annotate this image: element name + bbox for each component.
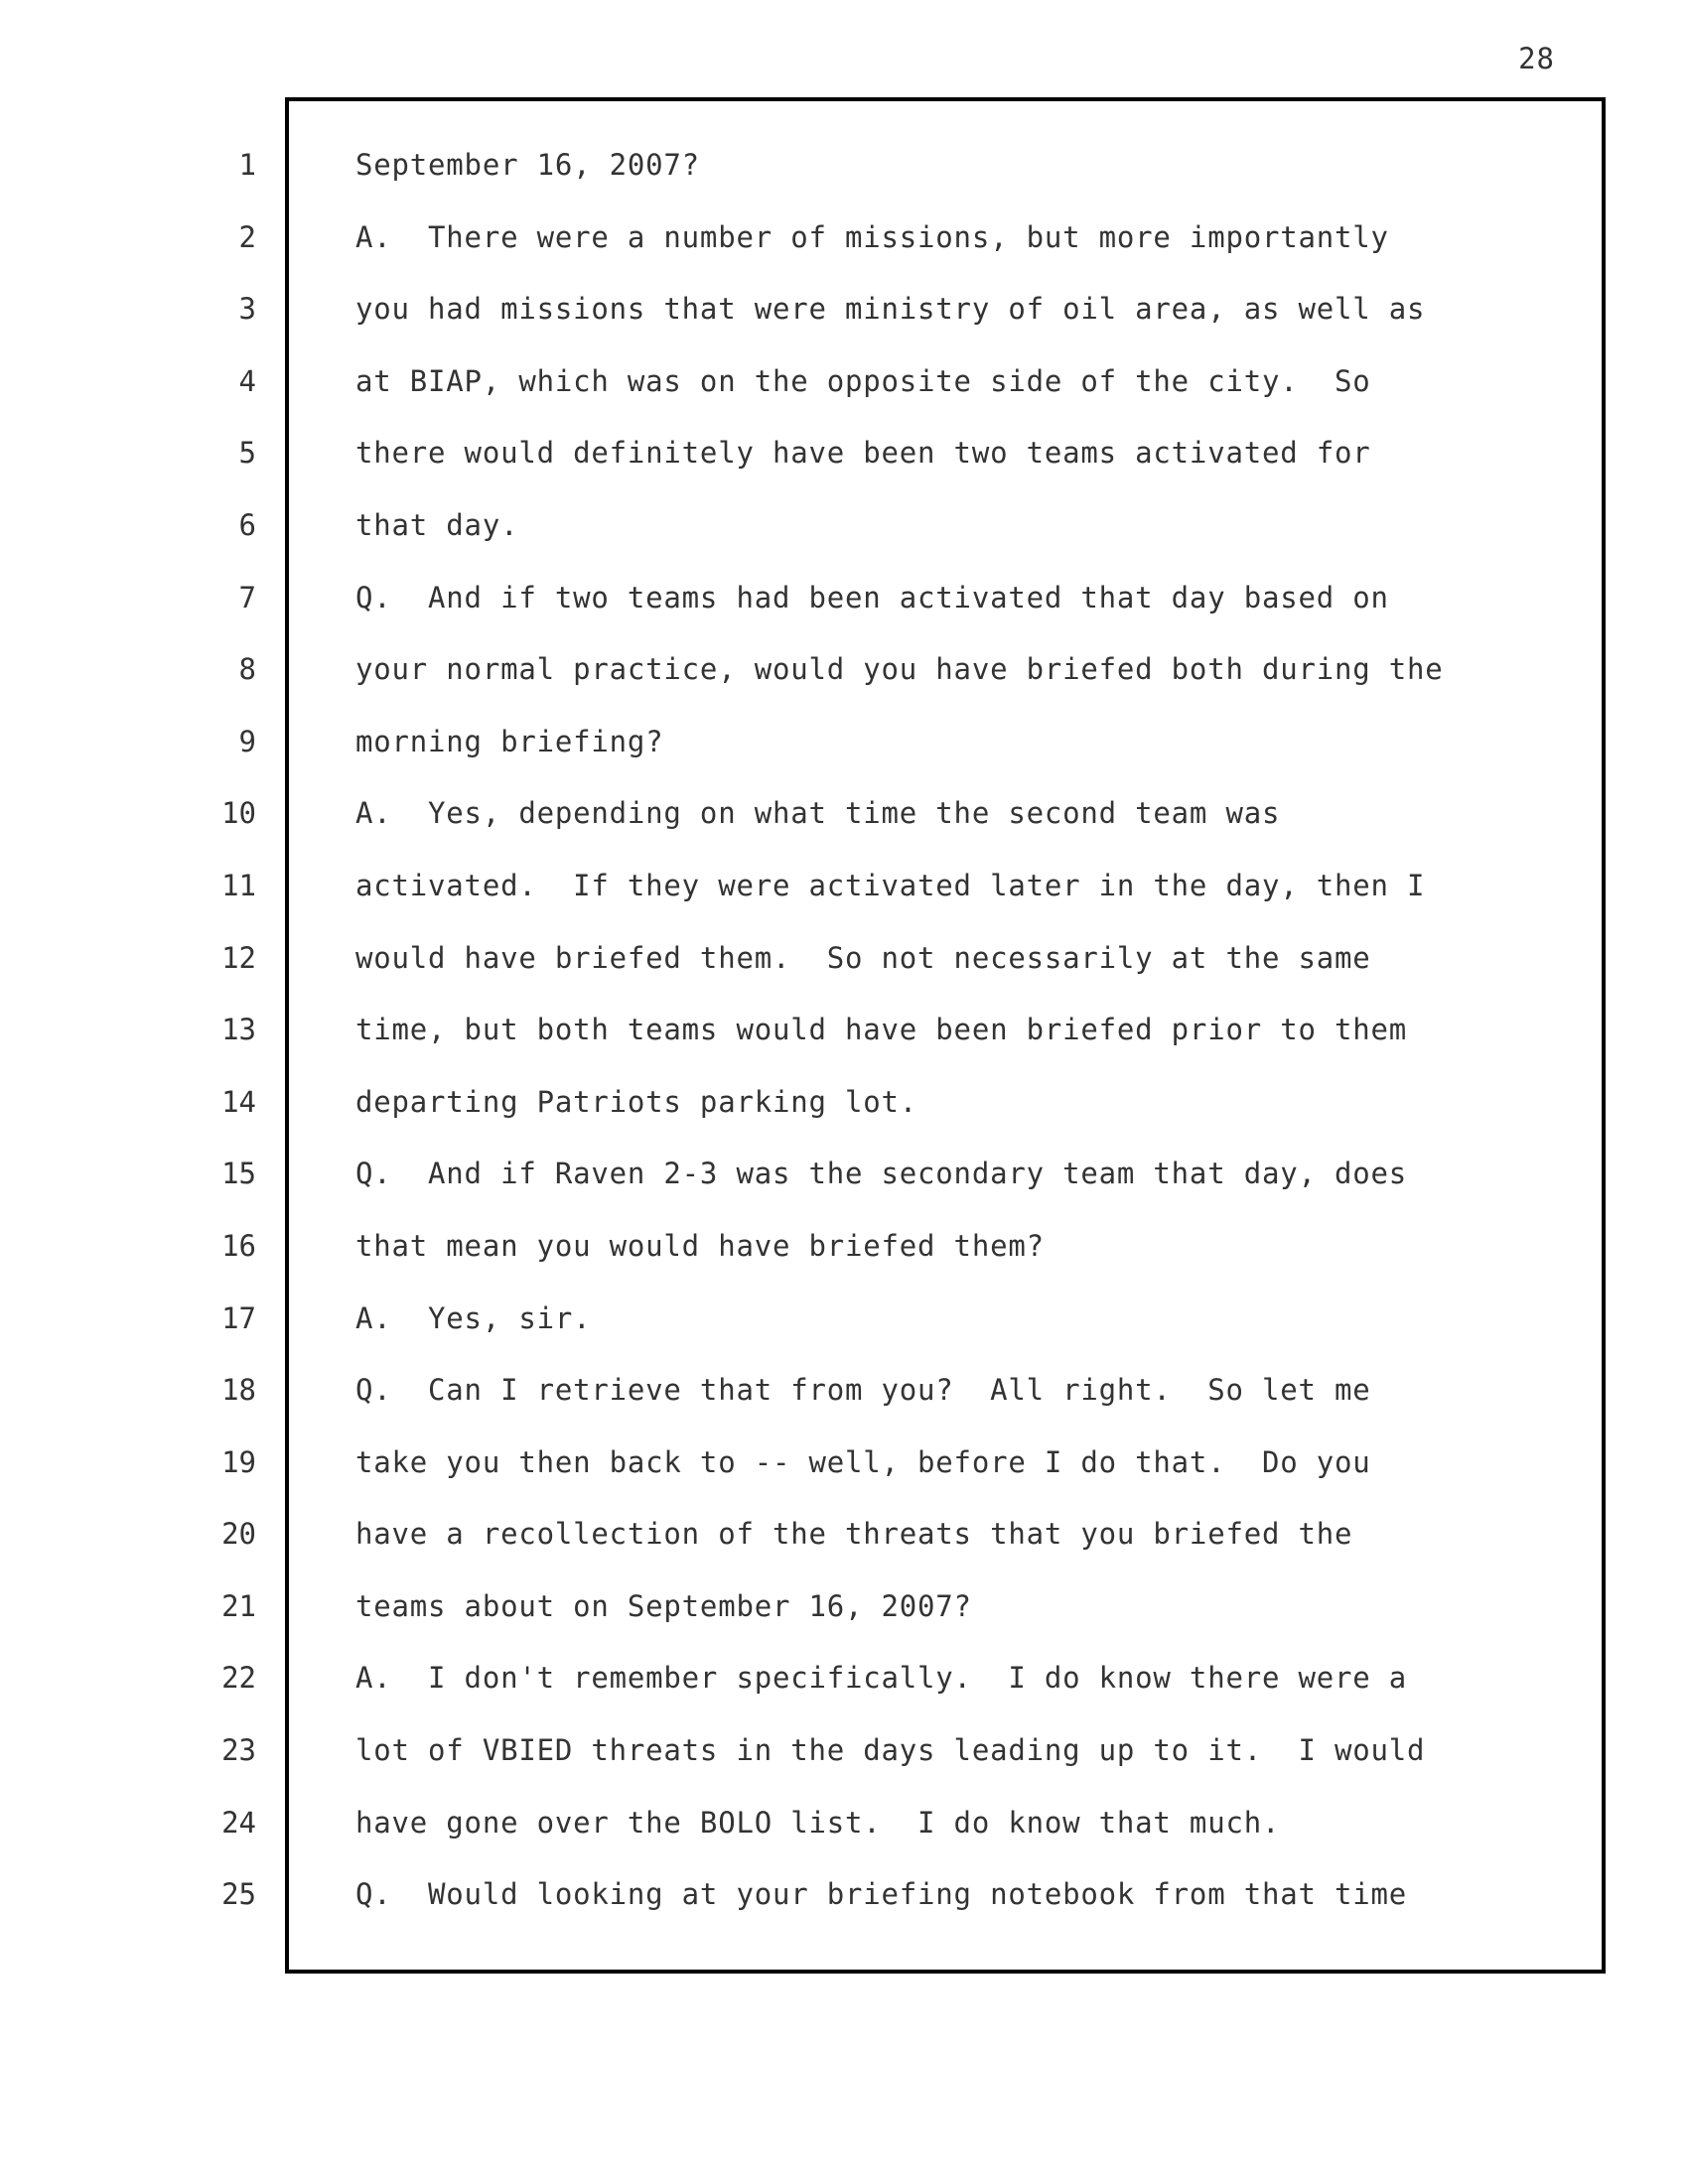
line-number: 13 [221, 1013, 256, 1047]
line-text: at BIAP, which was on the opposite side of the city. So [355, 363, 1371, 398]
line-number: 5 [238, 436, 256, 471]
transcript-line [0, 360, 1688, 433]
line-number: 19 [221, 1444, 256, 1479]
line-text: Q. And if two teams had been activated that day based on [355, 580, 1389, 614]
line-number: 22 [221, 1661, 256, 1696]
line-number: 15 [221, 1157, 256, 1191]
line-text: A. There were a number of missions, but more importantly [355, 219, 1389, 254]
line-text: that mean you would have briefed them? [355, 1228, 1045, 1263]
line-text: Q. And if Raven 2-3 was the secondary team that day, does [355, 1157, 1408, 1191]
transcript-line [0, 1873, 1688, 1946]
line-text: your normal practice, would you have briefed both during the [355, 652, 1444, 687]
transcript-line [0, 1081, 1688, 1154]
transcript-line [0, 1513, 1688, 1585]
line-text: take you then back to -- well, before I do that. Do you [355, 1444, 1371, 1479]
line-text: there would definitely have been two teams activated for [355, 436, 1371, 471]
line-text: would have briefed them. So not necessarily at the same [355, 940, 1371, 975]
transcript-line [0, 216, 1688, 289]
line-text: morning briefing? [355, 724, 664, 758]
line-number: 2 [238, 219, 256, 254]
line-text: that day. [355, 507, 519, 542]
line-text: have a recollection of the threats that you briefed the [355, 1517, 1353, 1552]
transcript-lines [0, 144, 1688, 1946]
line-text: Q. Can I retrieve that from you? All right. So let me [355, 1373, 1371, 1408]
line-text: have gone over the BOLO list. I do know that much. [355, 1805, 1281, 1840]
transcript-line [0, 577, 1688, 649]
line-text: activated. If they were activated later in the day, then I [355, 868, 1426, 902]
line-text: time, but both teams would have been briefed prior to them [355, 1013, 1408, 1047]
transcript-line [0, 288, 1688, 360]
line-number: 20 [221, 1517, 256, 1552]
page-number: 28 [1518, 42, 1555, 75]
transcript-line [0, 721, 1688, 793]
line-number: 23 [221, 1733, 256, 1768]
line-number: 9 [238, 724, 256, 758]
transcript-line [0, 648, 1688, 721]
transcript-line [0, 1225, 1688, 1297]
transcript-line [0, 865, 1688, 937]
line-number: 16 [221, 1228, 256, 1263]
transcript-line [0, 937, 1688, 1010]
transcript-line [0, 1009, 1688, 1081]
line-number: 4 [238, 363, 256, 398]
line-number: 14 [221, 1084, 256, 1119]
line-text: you had missions that were ministry of oil area, as well as [355, 292, 1426, 327]
line-text: lot of VBIED threats in the days leading up to it. I would [355, 1733, 1426, 1768]
line-text: A. I don't remember specifically. I do know there were a [355, 1661, 1408, 1696]
line-number: 7 [238, 580, 256, 614]
transcript-line [0, 1729, 1688, 1802]
transcript-line [0, 1585, 1688, 1658]
line-number: 18 [221, 1373, 256, 1408]
line-text: September 16, 2007? [355, 148, 700, 182]
transcript-line [0, 1297, 1688, 1370]
line-number: 24 [221, 1805, 256, 1840]
transcript-line [0, 432, 1688, 504]
transcript-line [0, 1369, 1688, 1441]
transcript-line [0, 1153, 1688, 1225]
line-number: 6 [238, 507, 256, 542]
line-number: 17 [221, 1300, 256, 1335]
transcript-line [0, 1441, 1688, 1514]
line-text: teams about on September 16, 2007? [355, 1588, 972, 1623]
transcript-line [0, 1657, 1688, 1729]
line-number: 21 [221, 1588, 256, 1623]
line-number: 25 [221, 1877, 256, 1912]
transcript-line [0, 1802, 1688, 1874]
line-text: A. Yes, sir. [355, 1300, 592, 1335]
line-text: departing Patriots parking lot. [355, 1084, 918, 1119]
line-number: 10 [221, 796, 256, 831]
line-number: 8 [238, 652, 256, 687]
line-text: A. Yes, depending on what time the second team was [355, 796, 1281, 831]
line-number: 11 [221, 868, 256, 902]
line-number: 3 [238, 292, 256, 327]
transcript-line [0, 504, 1688, 577]
transcript-line [0, 792, 1688, 865]
line-text: Q. Would looking at your briefing notebook from that time [355, 1877, 1408, 1912]
line-number: 12 [221, 940, 256, 975]
line-number: 1 [238, 148, 256, 182]
transcript-line [0, 144, 1688, 216]
